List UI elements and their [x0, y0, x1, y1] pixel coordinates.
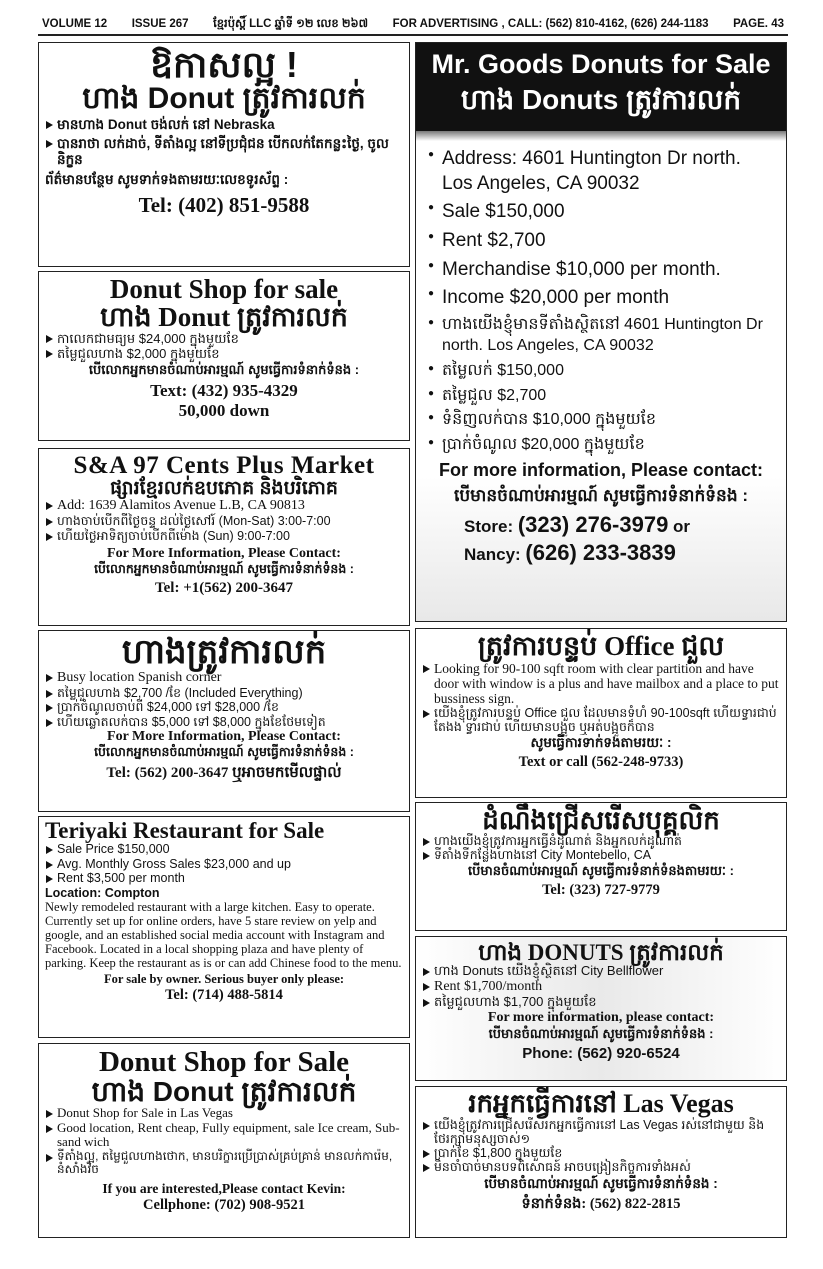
ad-contact: បើលោកអ្នកមានចំណាប់អារម្មណ៍ សូមធ្វើការទំនាក់ទំនង : [88, 361, 360, 377]
ad-banner [416, 43, 786, 131]
ad-phone: Text: (432) 935-4329 [150, 380, 298, 400]
ad-phone: Tel: (562) 200-3647 ឬអាចមកមើលផ្ទាល់ [106, 764, 342, 781]
ad-title: ហាង DONUTS ត្រូវការលក់ [478, 940, 724, 965]
ad-item: មានហាង Donut ចង់លក់ នៅ Nebraska [45, 117, 403, 133]
ad-item: ទីតាំងទីកន្លែងហាងនៅ City Montebello, CA [422, 848, 780, 863]
ad-contact-km: សូមធ្វើការទាក់ទងតាមរយៈ : [530, 734, 672, 750]
ad-title: ឱកាសល្អ ! [150, 44, 298, 85]
page-number: PAGE. 43 [733, 18, 784, 30]
ad-item: Sale Price $150,000 [45, 842, 403, 856]
ad-phone: Tel: +1(562) 200-3647 [155, 579, 293, 596]
ad-item: Donut Shop for Sale in Las Vegas [45, 1106, 403, 1121]
issue-label: ISSUE 267 [131, 18, 189, 30]
ad-location: Location: Compton [45, 885, 160, 900]
ad-phone: Tel: (323) 727-9779 [542, 882, 660, 899]
ad-title: Donut Shop for sale [109, 274, 339, 304]
ad-item: ● ទំនិញលក់បាន $10,000 ក្នុងមួយខែ [428, 410, 776, 431]
ad-subtitle: ហាង Donut ត្រូវការលក់ [100, 301, 348, 332]
ad-item: ● Rent $2,700 [428, 229, 776, 254]
ad-item: ● ប្រាក់ចំណូល $20,000 ក្នុងមួយខែ [428, 435, 776, 456]
ad-donut-shop-sale [38, 271, 410, 441]
ad-contact-km: បើមានចំណាប់អារម្មណ៍ សូមធ្វើការទំនាក់ទំនង : [453, 485, 748, 505]
ad-mr-goods-donuts [415, 42, 787, 622]
ad-item: ហាងចាប់បើកពីថ្ងៃចន្ទ ដល់ថ្ងៃសៅរ៍ (Mon-Sat) 3:00-7:00 [45, 514, 403, 529]
banner-shadow [416, 131, 786, 141]
ad-item: Busy location Spanish corner [45, 670, 403, 686]
ad-item: កាលេកជាមធ្យម $24,000 ក្នុងមួយខែ [45, 331, 403, 346]
ad-item: ប្រាក់ខែ $1,800 ក្នុងមួយខែ [422, 1146, 780, 1160]
ad-title: Teriyaki Restaurant for Sale [45, 818, 325, 843]
ad-hiring [415, 802, 787, 931]
ad-title: S&A 97 Cents Plus Market [73, 452, 375, 479]
ad-subtitle: ហាង Donut ត្រូវការលក់ [91, 1075, 357, 1107]
ad-item: Rent $1,700/month [422, 979, 780, 995]
ad-item: មិនចាំបាច់មានបទពិសោធន៍ អាចបង្រៀនកិច្ចការទាំងអស់ [422, 1160, 780, 1174]
nancy-phone: (626) 233-3839 [525, 539, 676, 565]
ad-contact-en: For more information, please contact: [487, 1010, 715, 1026]
ad-office-rent [415, 628, 787, 798]
ad-item: យើងខ្ញុំត្រូវការបន្ទប់ Office ជួល ដែលមានទំហំ 90-100sqft ហើយទ្វារជាប់តែងង ទ្វារជាប់ ហើយមានបង្អួច ឬអត់បង្អួចក៏បាន [422, 706, 780, 734]
ad-title: Mr. Goods Donuts for Sale [431, 49, 771, 79]
ad-item: ● ហាងយើងខ្ញុំមានទីតាំងស្ថិតនៅ 4601 Huntington Dr north. Los Angeles, CA 90032 [428, 315, 776, 357]
store-phone: (323) 276-3979 [517, 511, 669, 537]
volume-label: VOLUME 12 [42, 18, 108, 30]
ad-item: ● Merchandise $10,000 per month. [428, 258, 776, 283]
ad-phone: Cellphone: (702) 908-9521 [143, 1196, 305, 1213]
ad-title: ដំណឹងជ្រើសរើសបុគ្គលិក [482, 805, 720, 835]
ad-item: យើងខ្ញុំត្រូវការជ្រើសរើសរកអ្នកធ្វើការនៅ Las Vegas រស់នៅជាមួយ និងថែរក្សាមនុស្សចាស់១ [422, 1118, 780, 1147]
ad-subtitle: ហាង Donut ត្រូវការលក់ [82, 81, 366, 115]
ad-item: ហើយឆ្លោតលក់បាន $5,000 ទៅ $8,000 ក្នុងខែថែមទៀត [45, 715, 403, 729]
ad-nebraska-donut [38, 42, 410, 267]
nancy-label: Nancy: [464, 544, 521, 564]
ad-title: ត្រូវការបន្ទប់ Office ជួល [477, 631, 725, 661]
ad-phone: ទំនាក់ទំនង: (562) 822-2815 [521, 1195, 681, 1212]
ad-address: Add: 1639 Alamitos Avenue L.B, CA 90813 [45, 498, 403, 515]
ad-contact-km: បើលោកអ្នកមានចំណាប់អារម្មណ៍ សូមធ្វើការទំនាក់ទំនង : [94, 744, 354, 759]
store-phone-row [416, 512, 786, 538]
ad-contact-km: បើលោកអ្នកមានចំណាប់អារម្មណ៍ សូមធ្វើការទំនាក់ទំនង : [94, 561, 354, 576]
ad-contact-en: For more information, Please contact: [438, 459, 764, 480]
ad-info: ព័ត៌មានបន្ថែម សូមទាក់ទងតាមរយៈលេខទូរស័ព្ទ : [45, 172, 289, 188]
ad-las-vegas-caregiver [415, 1086, 787, 1238]
ad-phone: Tel: (714) 488-5814 [165, 986, 283, 1003]
ad-sa-market [38, 448, 410, 626]
ad-phone: Tel: (402) 851-9588 [138, 193, 310, 218]
ad-item: ហើយថ្ងៃអាទិត្យចាប់បើកពីម៉ោង (Sun) 9:00-7:00 [45, 529, 403, 544]
ad-contact-km: បើមានចំណាប់អារម្មណ៍ សូមធ្វើការទំនាក់ទំនង : [484, 1175, 718, 1191]
ad-item: ប្រាក់ចំណូលចាប់ពី $24,000 ទៅ $28,000 /ខែ [45, 700, 403, 714]
nancy-phone-row [416, 540, 786, 566]
ad-phone: Text or call (562-248-9733) [518, 753, 684, 770]
ad-item: ហាងយើងខ្ញុំត្រូវការអ្នកធ្វើនំដូណាត់ និងអ្នកលក់ដូណាត់ [422, 834, 780, 849]
ad-item: Rent $3,500 per month [45, 871, 403, 885]
ad-title: រកអ្នកធ្វើការនៅ Las Vegas [468, 1089, 734, 1118]
ad-details-list [416, 141, 786, 456]
ad-subtitle: ផ្សារខ្មែរលក់ឧបភោគ និងបរិភោគ [110, 477, 338, 499]
page-header [38, 14, 788, 36]
ad-item: តម្លៃជួលហាង $2,000 ក្នុងមួយខែ [45, 346, 403, 361]
ad-shop-sale-spanish-corner [38, 630, 410, 812]
ad-contact: If you are interested,Please contact Kevin: [102, 1180, 346, 1196]
ad-item: Good location, Rent cheap, Fully equipment, sale Ice cream, Sub-sand wich [45, 1121, 403, 1150]
advertising-contact: FOR ADVERTISING , CALL: (562) 810-4162, (626) 244-1183 [392, 18, 709, 30]
ad-teriyaki-restaurant [38, 816, 410, 1038]
ad-contact-en: For More Information, Please Contact: [107, 728, 341, 744]
ad-down-payment: 50,000 down [178, 400, 270, 420]
ad-description: Newly remodeled restaurant with a large kitchen. Easy to operate. Currently set up for online orders, have 5 stare review on yelp and google, and an established social media account with Instagram and Facebook. Located in a local shopping plaza and have plenty of parking. Keep the restaurant as is or can add Chinese food to the menu. [45, 899, 402, 970]
ad-item: ទីតាំងល្អ, តម្លៃជួលហាងថោក, មានបរិក្ខារប្រើប្រាស់គ្រប់គ្រាន់ មានលក់ការ៉េម, នំសាំងវិច [45, 1150, 403, 1177]
ad-item: តម្លៃជួលហាង $2,700 /ខែ (Included Everything) [45, 686, 403, 700]
ad-item: Avg. Monthly Gross Sales $23,000 and up [45, 857, 403, 871]
ad-bellflower-donuts [415, 936, 787, 1081]
ad-contact-en: For More Information, Please Contact: [107, 545, 341, 561]
ad-item: ● តម្លៃលក់ $150,000 [428, 361, 776, 382]
ad-subtitle: ហាង Donuts ត្រូវការលក់ [460, 84, 742, 115]
ad-item: ● តម្លៃជួល $2,700 [428, 386, 776, 407]
ad-title: Donut Shop for Sale [98, 1046, 350, 1078]
ad-address: ● Address: 4601 Huntington Dr north. Los Angeles, CA 90032 [428, 147, 776, 196]
ad-las-vegas-donut [38, 1043, 410, 1238]
ad-item: ហាង Donuts យើងខ្ញុំស្ថិតនៅ City Bellflower [422, 964, 780, 979]
ad-title: ហាងត្រូវការលក់ [121, 633, 327, 671]
ad-contact-km: បើមានចំណាប់អារម្មណ៍ សូមធ្វើការទំនាក់ទំនងតាមរយៈ : [468, 863, 734, 879]
ad-contact-km: បើមានចំណាប់អារម្មណ៍ សូមធ្វើការទំនាក់ទំនង : [488, 1026, 714, 1042]
or-label: or [673, 516, 691, 536]
masthead: ខ្មែរប៉ុស្តិ៍ LLC ឆ្នាំទី ១២ លេខ ២៦៧ [213, 17, 369, 30]
store-label: Store: [464, 516, 514, 536]
ad-item: បានរាថា លក់ដាច់, ទីតាំងល្អ នៅទីប្រជុំជន បើកលក់តែកន្លះថ្ងៃ, ចូលនិក្ខន [45, 136, 403, 168]
ad-item: ● Income $20,000 per month [428, 286, 776, 311]
ad-phone: Phone: (562) 920-6524 [522, 1045, 680, 1063]
ad-item: ● Sale $150,000 [428, 200, 776, 225]
ad-owner-note: For sale by owner. Serious buyer only please: [103, 971, 345, 986]
ad-item: តម្លៃជួលហាង $1,700 ក្នុងមួយខែ [422, 995, 780, 1010]
ad-item: Looking for 90-100 sqft room with clear partition and have door with window is a plus and have mailbox and a place to put bussiness sign. [422, 661, 780, 706]
